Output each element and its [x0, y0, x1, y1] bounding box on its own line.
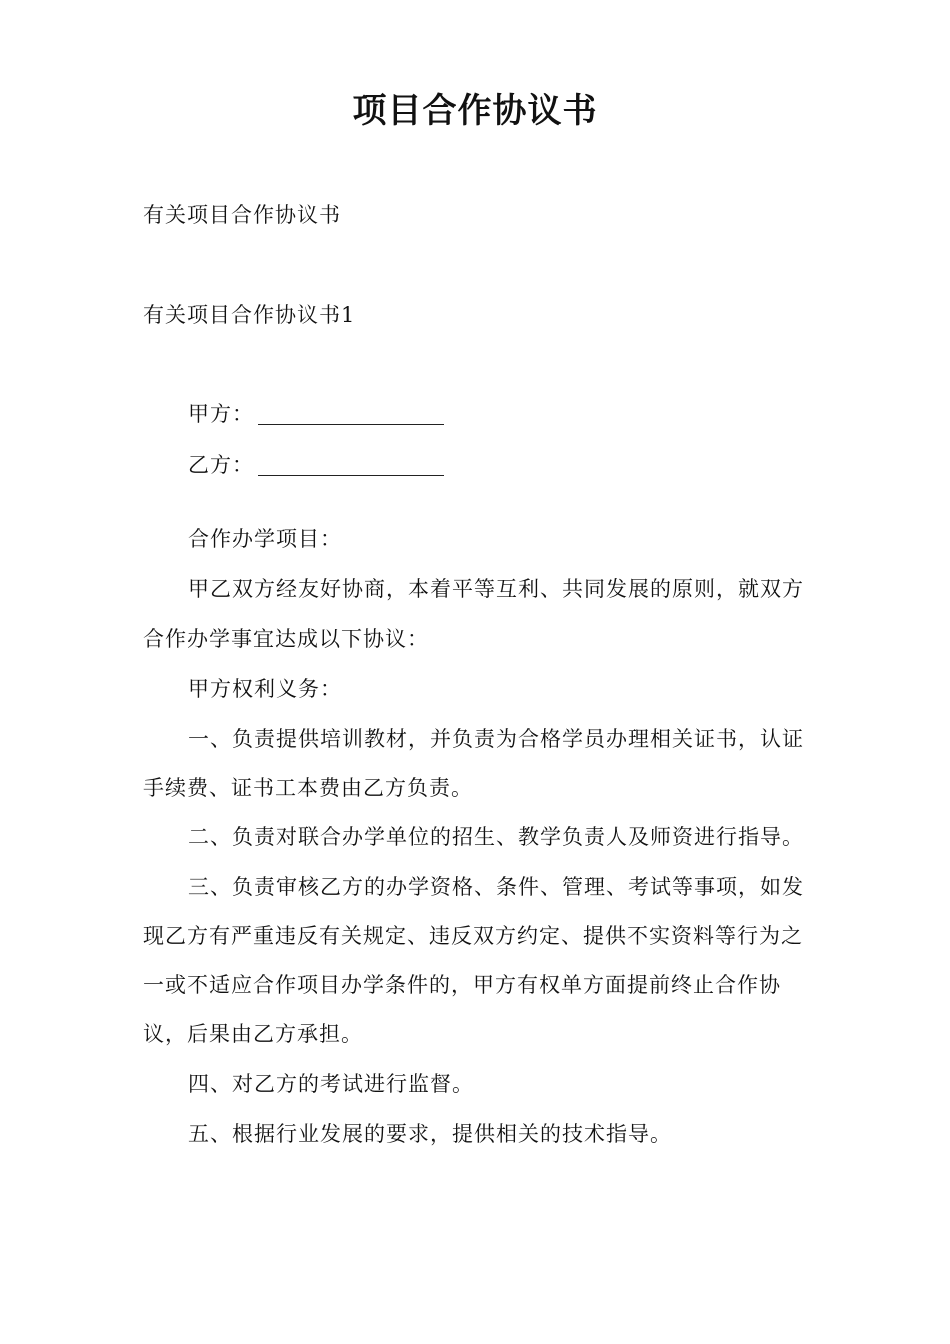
paragraph-line: 三、负责审核乙方的办学资格、条件、管理、考试等事项，如发 — [188, 875, 804, 899]
paragraph-line: 合作办学事宜达成以下协议： — [143, 627, 429, 651]
paragraph-line: 现乙方有严重违反有关规定、违反双方约定、提供不实资料等行为之 — [143, 924, 803, 948]
section-heading: 有关项目合作协议书1 — [143, 303, 356, 327]
paragraph-line: 议，后果由乙方承担。 — [143, 1022, 363, 1046]
party-b-label: 乙方： — [188, 453, 254, 477]
document-subtitle: 有关项目合作协议书 — [143, 203, 341, 227]
party-a-label: 甲方： — [188, 402, 254, 426]
party-a-row — [188, 399, 823, 429]
paragraph-line: 一或不适应合作项目办学条件的，甲方有权单方面提前终止合作协 — [143, 973, 781, 997]
party-b-row — [188, 450, 823, 480]
paragraph-line: 二、负责对联合办学单位的招生、教学负责人及师资进行指导。 — [188, 825, 804, 849]
paragraph-line: 甲乙双方经友好协商，本着平等互利、共同发展的原则，就双方 — [188, 577, 804, 601]
paragraph-line: 手续费、证书工本费由乙方负责。 — [143, 776, 473, 800]
cooperation-project-label: 合作办学项目： — [188, 527, 342, 551]
paragraph-line: 一、负责提供培训教材，并负责为合格学员办理相关证书，认证 — [188, 727, 804, 751]
paragraph-line: 五、根据行业发展的要求，提供相关的技术指导。 — [188, 1122, 672, 1146]
document-title: 项目合作协议书 — [352, 91, 598, 131]
party-a-blank-line — [258, 402, 444, 425]
party-b-blank-line — [258, 453, 444, 476]
party-a-duties-heading: 甲方权利义务： — [188, 677, 342, 701]
paragraph-line: 四、对乙方的考试进行监督。 — [188, 1072, 474, 1096]
